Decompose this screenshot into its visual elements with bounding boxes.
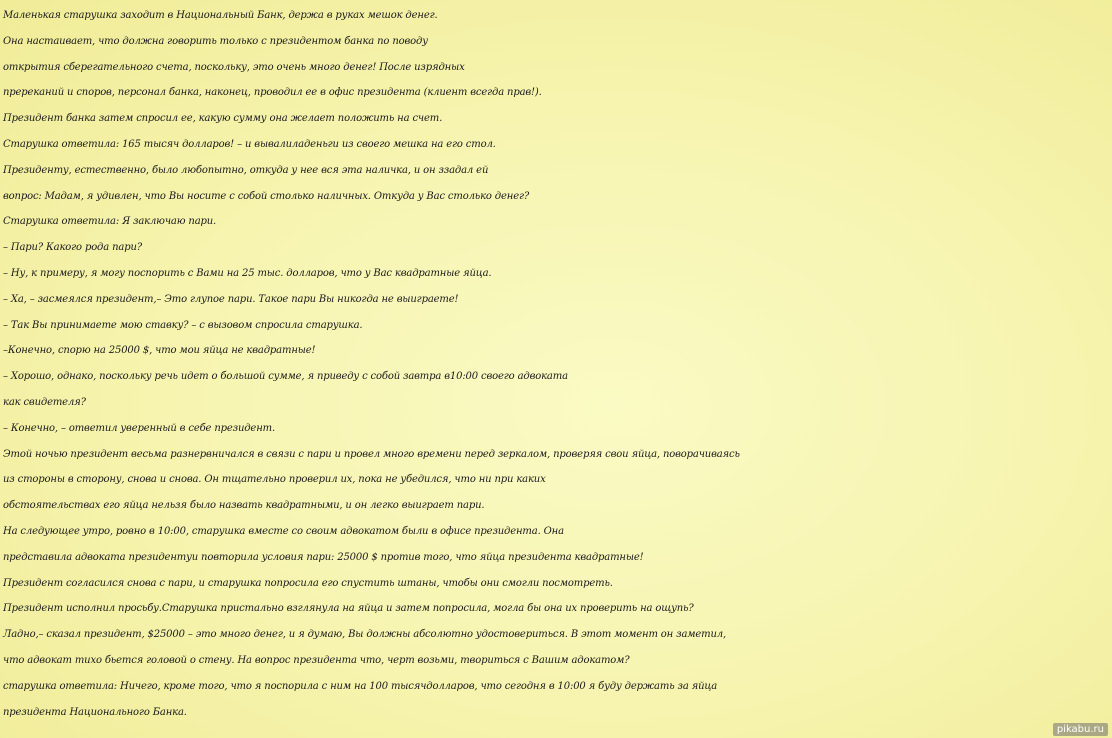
text-line: – Ну, к примеру, я могу поспорить с Вами на 25 тыс. долларов, что у Вас квадратные яйца.	[3, 267, 492, 279]
text-line: – Так Вы принимаете мою ставку? – с вызовом спросила старушка.	[3, 319, 363, 331]
text-line: –Конечно, спорю на 25000 $, что мои яйца не квадратные!	[3, 345, 316, 357]
text-line: Старушка ответила: Я заключаю пари.	[3, 216, 217, 228]
text-line: президента Национального Банка.	[3, 706, 187, 718]
watermark: pikabu.ru	[1053, 723, 1108, 736]
text-line: пререканий и споров, персонал банка, наконец, проводил ее в офис президента (клиент всегда прав!).	[3, 87, 542, 99]
text-line: Этой ночью президент весьма разнервничался в связи с пари и провел много времени перед зеркалом, проверяя свои яйца, поворачиваясь	[3, 448, 740, 460]
text-line: представила адвоката президентуи повторила условия пари: 25000 $ против того, что яйца президента квадратные!	[3, 551, 644, 563]
text-line: старушка ответила: Ничего, кроме того, что я поспорила с ним на 100 тысячдолларов, что сегодня в 10:00 я буду держать за яйца	[3, 680, 718, 692]
text-line: открытия сберегательного счета, поскольку, это очень много денег! После изрядных	[3, 61, 465, 73]
text-line: как свидетеля?	[3, 396, 86, 408]
text-line: из стороны в сторону, снова и снова. Он тщательно проверил их, пока не убедился, что ни при каких	[3, 474, 546, 486]
text-line: Маленькая старушка заходит в Национальный Банк, держа в руках мешок денег.	[3, 10, 438, 21]
text-line: Президент исполнил просьбу.Старушка пристально взглянула на яйца и затем попросила, могла бы она их проверить на ощупь?	[3, 603, 694, 615]
joke-text	[3, 3, 1109, 725]
text-line: – Пари? Какого рода пари?	[3, 242, 142, 254]
text-line: Президент банка затем спросил ее, какую сумму она желает положить на счет.	[3, 113, 443, 125]
text-line: – Конечно, – ответил уверенный в себе президент.	[3, 422, 275, 434]
text-line: Старушка ответила: 165 тысяч долларов! – и вывалиладеньги из своего мешка на его стол.	[3, 138, 496, 150]
text-line: – Ха, – засмеялся президент,– Это глупое пари. Такое пари Вы никогда не выиграете!	[3, 293, 459, 305]
text-line: что адвокат тихо бьется головой о стену. На вопрос президента что, черт возьми, твориться с Вашим адокатом?	[3, 654, 630, 666]
text-line: На следующее утро, ровно в 10:00, старушка вместе со своим адвокатом были в офисе президента. Она	[3, 525, 564, 537]
text-line: вопрос: Мадам, я удивлен, что Вы носите с собой столько наличных. Откуда у Вас столько денег?	[3, 190, 530, 202]
text-line: Президенту, естественно, было любопытно, откуда у нее вся эта наличка, и он ззадал ей	[3, 164, 489, 176]
text-line: Президент согласился снова с пари, и старушка попросила его спустить штаны, чтобы они смогли посмотреть.	[3, 577, 613, 589]
text-line: – Хорошо, однако, поскольку речь идет о большой сумме, я приведу с собой завтра в10:00 своего адвоката	[3, 371, 568, 383]
text-line: Она настаивает, что должна говорить только с президентом банка по поводу	[3, 35, 428, 47]
text-line: Ладно,– сказал президент, $25000 – это много денег, и я думаю, Вы должны абсолютно удостовериться. В этот момент он заметил,	[3, 629, 727, 641]
text-line: обстоятельствах его яйца нельзя было назвать квадратными, и он легко выиграет пари.	[3, 500, 485, 512]
